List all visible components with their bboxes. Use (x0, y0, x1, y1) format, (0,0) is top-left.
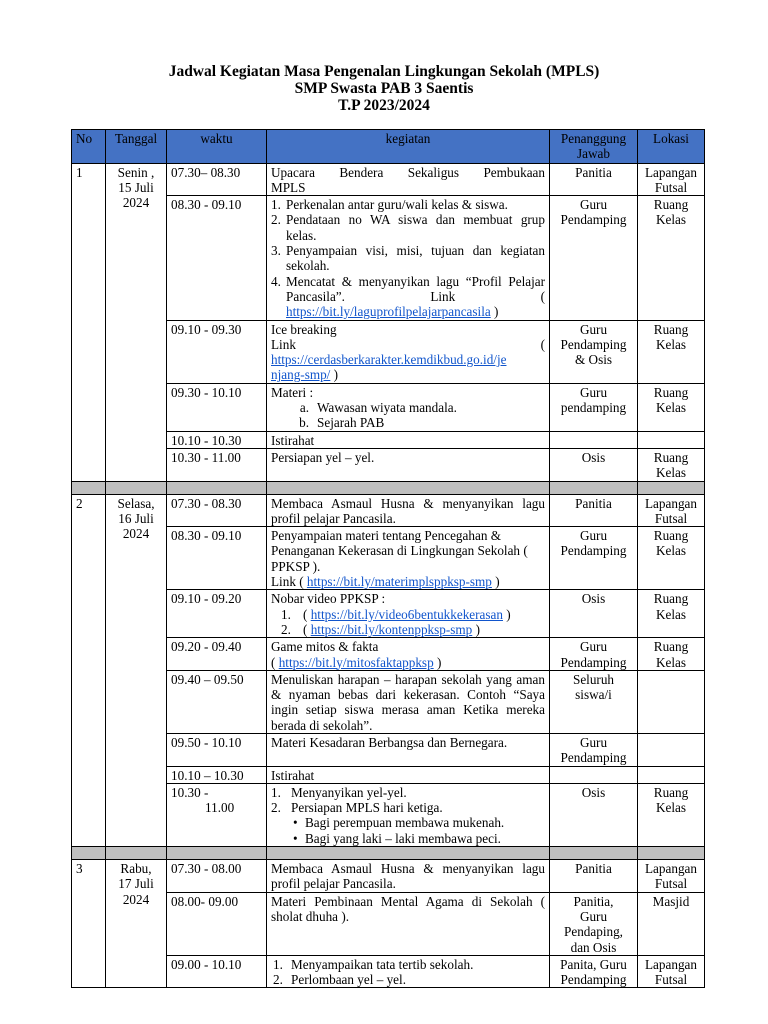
pj-cell (550, 733, 638, 766)
list-text (286, 274, 545, 320)
location-cell (638, 955, 705, 988)
header-lokasi: Lokasi (638, 130, 705, 164)
location-cell (638, 527, 705, 590)
list-text: Wawasan wiyata mandala. (317, 400, 457, 416)
location-line: Ruang (653, 384, 689, 400)
list-number: 2. (271, 800, 281, 816)
table-row (72, 494, 705, 527)
activity-text: Game mitos & fakta (271, 639, 379, 655)
table-row (72, 955, 705, 988)
location-cell: Masjid (638, 892, 705, 955)
separator-cell (106, 847, 167, 860)
date-line: 2024 (122, 195, 150, 211)
location-line: Kelas (655, 465, 687, 481)
pj-line: Guru (579, 528, 608, 544)
table-row (72, 766, 705, 783)
pj-cell (550, 383, 638, 431)
pj-cell: Osis (550, 448, 638, 481)
list-text: Menyanyikan yel-yel. (291, 784, 407, 800)
pj-cell: Osis (550, 590, 638, 638)
location-line: Kelas (655, 543, 687, 559)
list-item (271, 197, 545, 212)
list-text-body: Mencatat & menyanyikan lagu “Profil Pelajar Pancasila”. Link ( (286, 273, 545, 304)
location-line: Futsal (654, 876, 688, 892)
location-line: Kelas (655, 654, 687, 670)
list-text: Pendataan no WA siswa dan membuat grup kelas. (286, 212, 545, 243)
day-number: 1 (72, 163, 106, 481)
location-line: Lapangan (645, 164, 697, 180)
pj-line: Panitia, (573, 893, 614, 909)
list-item (271, 274, 545, 320)
activity-cell (267, 590, 550, 638)
location-cell (638, 638, 705, 671)
location-line: Ruang (653, 591, 689, 607)
activity-sublist (271, 400, 545, 431)
list-text: Perkenalan antar guru/wali kelas & siswa. (286, 197, 508, 213)
pj-cell (550, 638, 638, 671)
time-cell: 08.00- 09.00 (167, 892, 267, 955)
link-label: Link ( (271, 574, 304, 590)
list-item (281, 622, 545, 637)
list-number: 1. (281, 606, 291, 622)
location-cell (638, 590, 705, 638)
paren-close: ) (475, 621, 480, 637)
time-cell: 09.10 - 09.20 (167, 590, 267, 638)
activity-cell (267, 527, 550, 590)
list-number: 1. (271, 784, 281, 800)
time-cell: 09.30 - 10.10 (167, 383, 267, 431)
pj-cell (550, 766, 638, 783)
separator-cell (267, 847, 550, 860)
pj-line: Pendamping (560, 336, 627, 352)
day-date (106, 860, 167, 988)
pj-cell (550, 955, 638, 988)
list-item (281, 607, 545, 622)
activity-list (271, 785, 545, 816)
separator-cell (638, 481, 705, 494)
list-text: Persiapan MPLS hari ketiga. (291, 800, 443, 816)
list-number: 4. (271, 273, 281, 289)
paren-open: ( (303, 606, 308, 622)
table-row (72, 860, 705, 893)
location-line: Futsal (654, 972, 688, 988)
date-line: Senin , (117, 164, 155, 180)
table-row (72, 196, 705, 320)
location-cell (638, 494, 705, 527)
location-line: Ruang (653, 197, 689, 213)
title-line-1: Jadwal Kegiatan Masa Pengenalan Lingkungan Sekolah (MPLS) (168, 63, 600, 80)
time-cell (167, 783, 267, 846)
date-line: Rabu, (120, 861, 152, 877)
activity-text: Penyampaian materi tentang Pencegahan & Penanganan Kekerasan di Lingkungan Sekolah ( PPKSP ). (271, 528, 528, 574)
day-number: 2 (72, 494, 106, 847)
separator-cell (72, 847, 106, 860)
pj-cell: Panitia (550, 163, 638, 196)
time-line: 11.00 (205, 800, 235, 816)
location-line: Lapangan (645, 861, 697, 877)
location-cell (638, 383, 705, 431)
separator-cell (267, 481, 550, 494)
table-row (72, 590, 705, 638)
cerdas-berkarakter-link[interactable]: https://cerdasberkarakter.kemdikbud.go.id/je (271, 352, 507, 368)
mitos-fakta-link[interactable]: https://bit.ly/mitosfaktappksp (278, 654, 434, 670)
location-cell (638, 163, 705, 196)
time-cell: 10.30 - 11.00 (167, 448, 267, 481)
date-line: 15 Juli (118, 179, 154, 195)
separator-cell (106, 481, 167, 494)
date-line: Selasa, (117, 495, 155, 511)
pj-line: Pendamping (560, 543, 627, 559)
list-letter: a. (299, 400, 309, 416)
list-text: Sejarah PAB (317, 415, 385, 431)
list-text: Bagi yang laki – laki membawa peci. (305, 830, 501, 846)
pj-line: Guru (579, 384, 608, 400)
location-cell (638, 733, 705, 766)
table-row (72, 448, 705, 481)
location-line: Ruang (653, 784, 689, 800)
pj-cell: Osis (550, 783, 638, 846)
pj-cell (550, 431, 638, 448)
pj-line: & Osis (574, 352, 612, 368)
location-line: Ruang (653, 321, 689, 337)
table-row (72, 431, 705, 448)
bullet-icon: • (293, 815, 298, 831)
activity-cell (267, 955, 550, 988)
day-separator (72, 847, 705, 860)
list-item (289, 415, 545, 430)
location-line: Lapangan (645, 495, 697, 511)
activity-cell: Membaca Asmaul Husna & menyanyikan lagu profil pelajar Pancasila. (267, 494, 550, 527)
location-cell (638, 860, 705, 893)
pj-line: Panita, Guru (560, 956, 627, 972)
list-text: Perlombaan yel – yel. (291, 972, 406, 988)
location-line: Ruang (653, 639, 689, 655)
activity-text: Upacara Bendera Sekaligus Pembukaan (271, 164, 545, 180)
pj-line: Guru (579, 908, 608, 924)
list-text: Bagi perempuan membawa mukenah. (305, 815, 505, 831)
list-number: 2. (273, 972, 283, 988)
day-date (106, 494, 167, 847)
title-line-2: SMP Swasta PAB 3 Saentis (294, 80, 474, 97)
time-cell: 10.10 - 10.30 (167, 431, 267, 448)
list-item (273, 957, 545, 972)
location-line: Kelas (655, 212, 687, 228)
list-item (271, 800, 545, 815)
date-line: 16 Juli (118, 510, 154, 526)
list-item (271, 212, 545, 243)
list-text (303, 622, 480, 637)
video-list (271, 607, 545, 638)
location-line: Kelas (655, 800, 687, 816)
time-cell: 07.30 - 08.00 (167, 860, 267, 893)
activity-cell: Membaca Asmaul Husna & menyanyikan lagu profil pelajar Pancasila. (267, 860, 550, 893)
header-penanggung-jawab: Penanggung Jawab (550, 130, 638, 164)
list-item (293, 831, 545, 846)
cerdas-berkarakter-link-cont[interactable]: njang-smp/ (271, 367, 331, 383)
time-cell: 09.10 - 09.30 (167, 320, 267, 383)
activity-cell (267, 196, 550, 320)
document-title-block (0, 63, 768, 114)
location-line: Lapangan (645, 956, 697, 972)
time-cell: 10.10 – 10.30 (167, 766, 267, 783)
link-line (271, 337, 545, 352)
pj-line: siswa/i (575, 687, 612, 703)
header-tanggal: Tanggal (106, 130, 167, 164)
table-row (72, 383, 705, 431)
time-cell: 09.50 - 10.10 (167, 733, 267, 766)
location-line: Ruang (653, 449, 689, 465)
separator-cell (638, 847, 705, 860)
day-date (106, 163, 167, 481)
time-cell: 09.00 - 10.10 (167, 955, 267, 988)
activity-text: Ice breaking (271, 321, 337, 337)
list-letter: b. (299, 415, 309, 431)
location-line: Ruang (653, 528, 689, 544)
profil-pelajar-link[interactable]: https://bit.ly/laguprofilpelajarpancasila (286, 304, 491, 320)
link-line (271, 574, 545, 589)
location-cell (638, 766, 705, 783)
pj-cell (550, 320, 638, 383)
activity-list (271, 957, 545, 988)
activity-text: Materi : (271, 384, 314, 400)
activity-cell: Persiapan yel – yel. (267, 448, 550, 481)
location-cell (638, 670, 705, 733)
table-row (72, 163, 705, 196)
activity-cell: Menuliskan harapan – harapan sekolah yang aman & nyaman bebas dari kekerasan. Contoh “Saya ingin setiap siswa merasa aman Ketika mereka berada di sekolah”. (267, 670, 550, 733)
location-line: Kelas (655, 336, 687, 352)
location-cell (638, 431, 705, 448)
list-item (293, 815, 545, 830)
table-row (72, 892, 705, 955)
activity-cell: Materi Kesadaran Berbangsa dan Bernegara. (267, 733, 550, 766)
activity-cell (267, 320, 550, 383)
list-number: 1. (271, 197, 281, 213)
pj-line: Pendamping (560, 972, 627, 988)
pj-line: Seluruh (572, 671, 615, 687)
location-line: Kelas (655, 606, 687, 622)
pj-line: dan Osis (570, 939, 617, 955)
table-row (72, 783, 705, 846)
link-line (271, 655, 545, 670)
paren-open: ( (271, 654, 276, 670)
pj-cell (550, 527, 638, 590)
list-text (303, 607, 511, 622)
list-text: Menyampaikan tata tertib sekolah. (291, 956, 474, 972)
location-line: Kelas (655, 400, 687, 416)
paren-close: ) (436, 654, 442, 670)
pj-line: Pendamping (560, 654, 627, 670)
schedule-table (71, 129, 705, 988)
activity-text: MPLS (271, 179, 306, 195)
paren-open: ( (540, 336, 545, 352)
bullet-list (271, 815, 545, 846)
location-cell (638, 196, 705, 320)
pj-line: Pendamping (560, 750, 627, 766)
time-cell: 08.30 - 09.10 (167, 196, 267, 320)
header-waktu: waktu (167, 130, 267, 164)
list-item (271, 785, 545, 800)
list-item (271, 243, 545, 274)
list-text: Penyampaian visi, misi, tujuan dan kegiatan sekolah. (286, 243, 545, 274)
link-wrap (271, 352, 545, 383)
location-line: Futsal (654, 510, 688, 526)
date-line: 2024 (122, 526, 150, 542)
pj-line: Pendaping, (564, 924, 623, 940)
location-line: Futsal (654, 179, 688, 195)
date-line: 2024 (122, 891, 150, 907)
pj-cell (550, 196, 638, 320)
separator-cell (550, 481, 638, 494)
link-label: Link (271, 336, 296, 352)
activity-cell (267, 383, 550, 431)
time-cell: 07.30– 08.30 (167, 163, 267, 196)
pj-cell: Panitia (550, 860, 638, 893)
separator-cell (167, 847, 267, 860)
pj-line: Guru (579, 197, 608, 213)
activity-cell (267, 638, 550, 671)
pj-line: Guru (579, 321, 608, 337)
activity-cell: Istirahat (267, 431, 550, 448)
separator-cell (72, 481, 106, 494)
list-item (289, 400, 545, 415)
table-row (72, 320, 705, 383)
location-cell (638, 448, 705, 481)
pj-cell: Panitia (550, 494, 638, 527)
materi-ppksp-link[interactable]: https://bit.ly/materimplsppksp-smp (306, 574, 492, 590)
time-cell: 08.30 - 09.10 (167, 527, 267, 590)
location-cell (638, 320, 705, 383)
activity-cell (267, 163, 550, 196)
pj-cell (550, 892, 638, 955)
paren-close: ) (506, 606, 511, 622)
paren-close: ) (495, 574, 500, 590)
separator-cell (167, 481, 267, 494)
day-number: 3 (72, 860, 106, 988)
pj-line: Guru (579, 734, 608, 750)
time-cell: 09.40 – 09.50 (167, 670, 267, 733)
title-line-3: T.P 2023/2024 (338, 97, 430, 114)
header-no: No (72, 130, 106, 164)
konten-ppksp-link[interactable]: https://bit.ly/kontenppksp-smp (310, 621, 473, 637)
pj-cell (550, 670, 638, 733)
video-kekerasan-link[interactable]: https://bit.ly/video6bentukkekerasan (310, 606, 503, 622)
pj-line: Pendamping (560, 212, 627, 228)
time-cell: 09.20 - 09.40 (167, 638, 267, 671)
separator-cell (550, 847, 638, 860)
location-cell (638, 783, 705, 846)
date-line: 17 Juli (118, 876, 154, 892)
day-separator (72, 481, 705, 494)
table-row (72, 733, 705, 766)
table-row (72, 670, 705, 733)
header-kegiatan: kegiatan (267, 130, 550, 164)
list-number: 2. (281, 621, 291, 637)
table-header-row (72, 130, 705, 164)
activity-cell: Istirahat (267, 766, 550, 783)
list-item (273, 972, 545, 987)
paren-close: ) (494, 304, 499, 320)
paren-close: ) (333, 367, 339, 383)
activity-text: Nobar video PPKSP : (271, 591, 386, 607)
activity-cell: Materi Pembinaan Mental Agama di Sekolah ( sholat dhuha ). (267, 892, 550, 955)
paren-open: ( (303, 621, 308, 637)
activity-cell (267, 783, 550, 846)
list-number: 1. (273, 956, 283, 972)
table-row (72, 527, 705, 590)
pj-line: Guru (579, 639, 608, 655)
list-number: 3. (271, 243, 281, 259)
pj-line: pendamping (560, 400, 627, 416)
time-cell: 07.30 - 08.30 (167, 494, 267, 527)
time-line: 10.30 - (171, 784, 209, 800)
activity-list (271, 197, 545, 319)
table-row (72, 638, 705, 671)
bullet-icon: • (293, 830, 298, 846)
list-number: 2. (271, 212, 281, 228)
